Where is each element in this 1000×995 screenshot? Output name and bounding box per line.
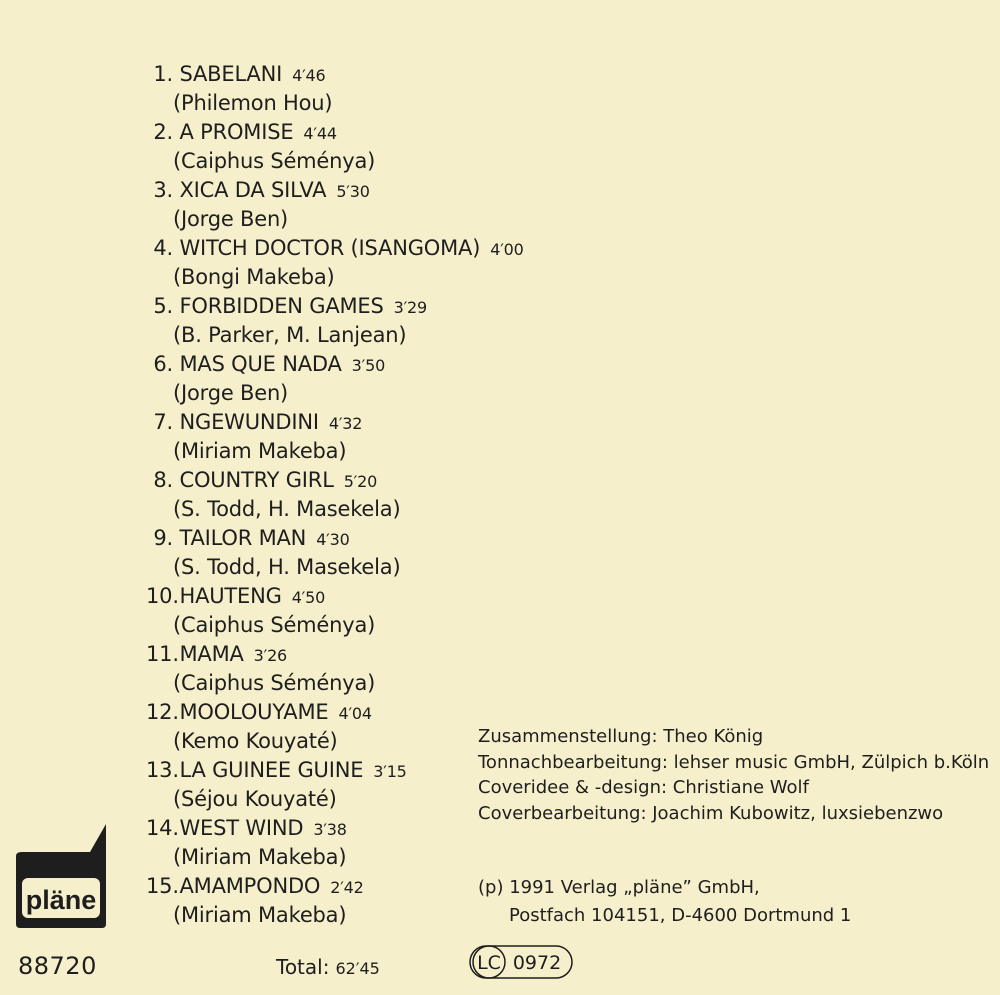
track-number: 5.	[153, 294, 173, 318]
credit-line: Coverbearbeitung: Joachim Kubowitz, luxsiebenzwo	[478, 802, 944, 824]
track-title: NGEWUNDINI	[179, 410, 319, 434]
credit-line: Tonnachbearbeitung: lehser music GmbH, Zülpich b.Köln	[478, 751, 990, 773]
total-duration: 62′45	[335, 959, 380, 978]
track-composer: (Caiphus Séménya)	[173, 671, 376, 695]
track-title: LA GUINEE GUINE	[179, 758, 364, 782]
track-duration: 3′15	[373, 762, 407, 781]
track-title: COUNTRY GIRL	[179, 468, 334, 492]
track-title: TAILOR MAN	[179, 526, 307, 550]
production-credits	[478, 724, 989, 826]
track-duration: 5′30	[336, 182, 370, 201]
credit-line: Coveridee & -design: Christiane Wolf	[478, 777, 809, 798]
track-title: A PROMISE	[179, 120, 294, 144]
track-title: AMAMPONDO	[179, 874, 321, 898]
track-number: 14.	[146, 816, 179, 840]
track-composer: (Bongi Makeba)	[173, 265, 335, 289]
track-composer: (Jorge Ben)	[173, 381, 289, 405]
publisher-address: Postfach 104151, D-4600 Dortmund 1	[509, 905, 852, 926]
track-duration: 4′00	[490, 240, 524, 259]
track-title: MAMA	[179, 642, 244, 666]
track-duration: 3′50	[351, 356, 386, 375]
label-code-prefix: LC	[477, 952, 501, 974]
track-number: 1.	[153, 62, 173, 86]
track-duration: 2′42	[330, 878, 364, 897]
track-composer: (Caiphus Séménya)	[173, 149, 376, 173]
label-code	[469, 945, 573, 979]
track-title: WEST WIND	[179, 816, 304, 840]
track-number: 11.	[146, 642, 179, 666]
track-title: SABELANI	[179, 62, 283, 86]
track-number: 7.	[153, 410, 173, 434]
track-number: 9.	[153, 526, 173, 550]
track-duration: 4′32	[328, 414, 363, 433]
track-number: 6.	[153, 352, 173, 376]
track-composer: (Jorge Ben)	[173, 207, 289, 231]
track-duration: 4′04	[338, 704, 372, 723]
track-number: 12.	[146, 700, 179, 724]
track-composer: (Séjou Kouyaté)	[173, 787, 337, 811]
track-composer: (S. Todd, H. Masekela)	[173, 555, 401, 579]
track-number: 4.	[153, 236, 173, 260]
track-composer: (Philemon Hou)	[173, 91, 333, 115]
track-duration: 4′46	[292, 66, 326, 85]
track-title: XICA DA SILVA	[179, 178, 327, 202]
track-composer: (B. Parker, M. Lanjean)	[173, 323, 407, 347]
track-number: 13.	[146, 758, 179, 782]
track-composer: (Kemo Kouyaté)	[173, 729, 338, 753]
track-duration: 4′50	[291, 588, 326, 607]
track-number: 15.	[146, 874, 179, 898]
track-duration: 4′30	[316, 530, 350, 549]
track-title: WITCH DOCTOR (ISANGOMA)	[179, 236, 481, 260]
label-code-number: 0972	[512, 952, 562, 974]
total-time	[276, 955, 380, 979]
track-composer: (Miriam Makeba)	[173, 903, 347, 927]
track-duration: 3′29	[393, 298, 428, 317]
track-number: 10.	[146, 584, 179, 608]
track-duration: 5′20	[343, 472, 378, 491]
track-title: MAS QUE NADA	[179, 352, 342, 376]
track-duration: 3′26	[253, 646, 288, 665]
logo-text: pläne	[25, 885, 97, 915]
total-label: Total:	[276, 955, 330, 979]
track-number: 8.	[153, 468, 173, 492]
track-composer: (Miriam Makeba)	[173, 439, 347, 463]
track-duration: 4′44	[303, 124, 337, 143]
catalog-number: 88720	[18, 952, 97, 980]
track-duration: 3′38	[313, 820, 347, 839]
track-composer: (Miriam Makeba)	[173, 845, 347, 869]
credit-line: Zusammenstellung: Theo König	[478, 726, 764, 747]
publisher-info	[478, 874, 851, 930]
track-number: 2.	[153, 120, 173, 144]
track-title: HAUTENG	[179, 584, 282, 608]
track-number: 3.	[153, 178, 173, 202]
track-composer: (S. Todd, H. Masekela)	[173, 497, 401, 521]
publisher-line: (p) 1991 Verlag „pläne” GmbH,	[478, 877, 760, 898]
track-title: FORBIDDEN GAMES	[179, 294, 384, 318]
track-composer: (Caiphus Séménya)	[173, 613, 376, 637]
track-title: MOOLOUYAME	[179, 700, 329, 724]
plaene-logo	[12, 824, 110, 930]
